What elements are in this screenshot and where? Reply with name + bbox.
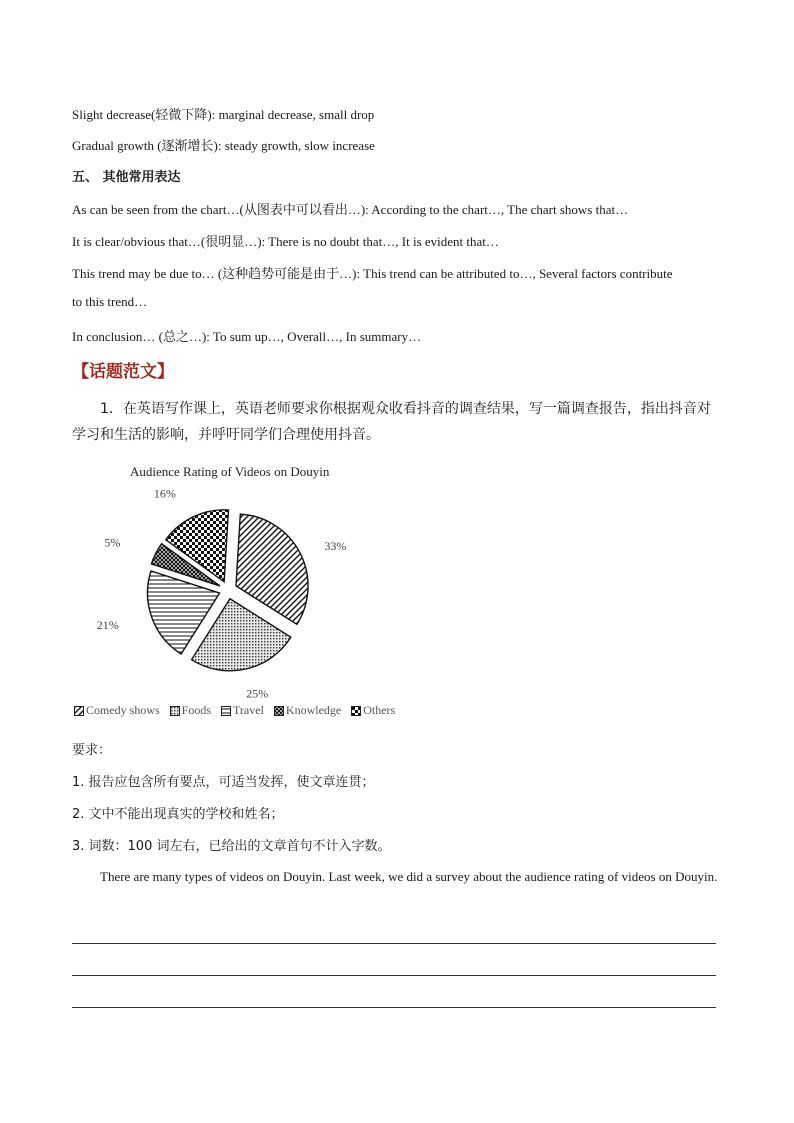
requirement-3: 3. 词数：100 词左右，已给出的文章首句不计入字数。 [72, 839, 391, 854]
pie-chart [60, 458, 380, 698]
requirements-title: 要求： [72, 743, 112, 758]
requirement-1: 1. 报告应包含所有要点，可适当发挥，使文章连贯； [72, 775, 375, 790]
expression-3-line1: This trend may be due to… (这种趋势可能是由于…): This trend can be attributed to…, Several factors contribute [72, 266, 673, 281]
expression-3-line2: to this trend… [72, 294, 148, 309]
pie-label: 33% [324, 539, 347, 554]
legend-item [170, 703, 211, 718]
writing-line[interactable] [72, 943, 716, 944]
legend-label: Travel [233, 703, 264, 717]
pie-label: 21% [96, 617, 119, 632]
expression-4: In conclusion… (总之…): To sum up…, Overall…, In summary… [72, 329, 422, 344]
legend-item [74, 703, 160, 718]
legend-label: Others [363, 703, 396, 717]
pie-label: 25% [246, 686, 269, 698]
legend-item [274, 703, 341, 718]
writing-line[interactable] [72, 975, 716, 976]
writing-line[interactable] [72, 1007, 716, 1008]
pie-label: 5% [104, 535, 121, 550]
expression-1: As can be seen from the chart…(从图表中可以看出…): According to the chart…, The chart shows that… [72, 202, 629, 217]
topic-heading: 【话题范文】 [72, 362, 174, 382]
opening-sentence: There are many types of videos on Douyin. Last week, we did a survey about the audience rating of videos on Douyin. [100, 869, 718, 884]
legend-label: Comedy shows [86, 703, 160, 717]
requirement-2: 2. 文中不能出现真实的学校和姓名； [72, 807, 284, 822]
legend-item [351, 703, 395, 718]
chart-title: Audience Rating of Videos on Douyin [130, 464, 330, 479]
phrase-gradual-growth: Gradual growth (逐渐增长): steady growth, slow increase [72, 138, 375, 153]
pie-slice-comedy-shows [236, 514, 308, 624]
legend-label: Knowledge [285, 703, 342, 717]
phrase-slight-decrease: Slight decrease(轻微下降): marginal decrease, small drop [72, 107, 375, 122]
legend-item [221, 703, 264, 718]
chart-legend [74, 703, 395, 718]
legend-label: Foods [181, 703, 212, 717]
pie-label: 16% [153, 486, 176, 501]
expression-2: It is clear/obvious that…(很明显…): There is no doubt that…, It is evident that… [72, 234, 499, 249]
task-intro: 1．在英语写作课上，英语老师要求你根据观众收看抖音的调查结果，写一篇调查报告，指出抖音对学习和生活的影响，并呼吁同学们合理使用抖音。 [72, 401, 711, 443]
section-title: 五、 其他常用表达 [72, 170, 181, 185]
